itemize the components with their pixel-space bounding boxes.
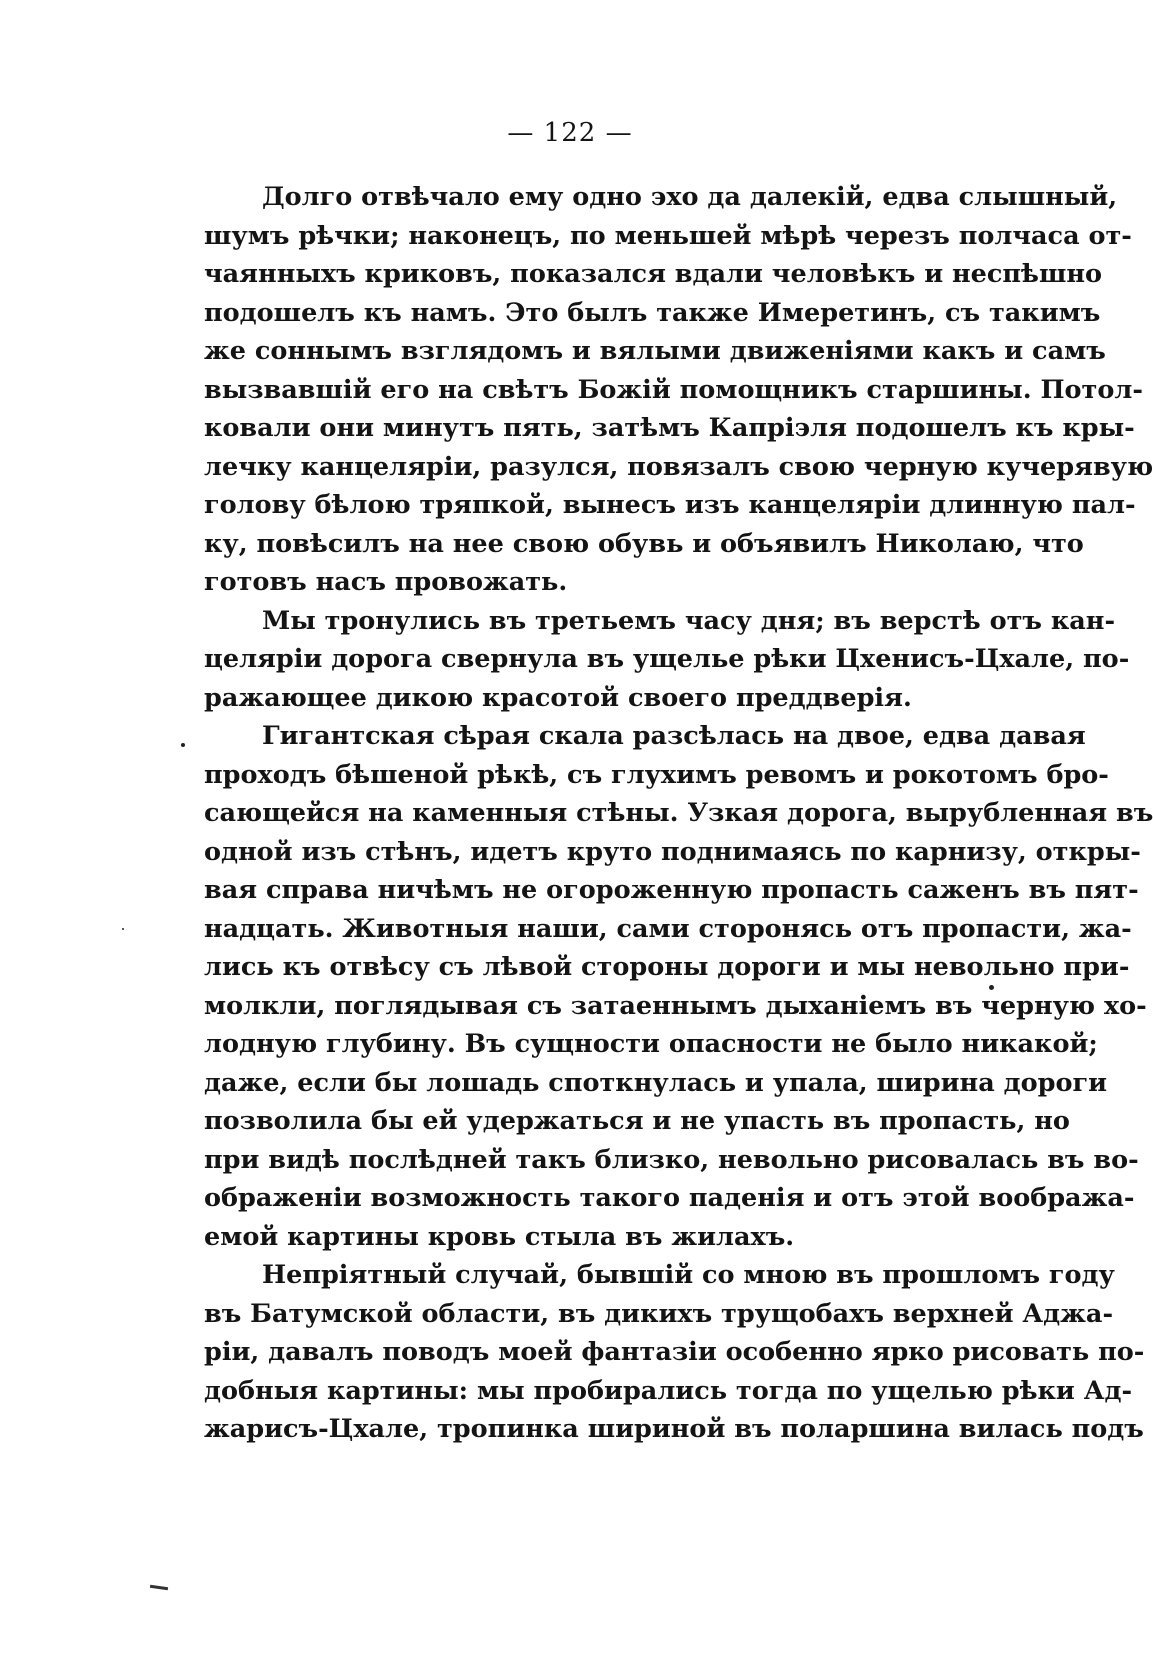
- paragraph: [204, 717, 1153, 1256]
- text-line: лодную глубину. Въ сущности опасности не было никакой;: [204, 1029, 1098, 1059]
- text-line: ображеніи возможность такого паденія и отъ этой вообража-: [204, 1183, 1135, 1213]
- text-line: емой картины кровь стыла въ жилахъ.: [204, 1221, 795, 1252]
- text-line: добныя картины: мы пробирались тогда по ущелью рѣки Ад-: [204, 1375, 1133, 1406]
- text-line: же соннымъ взглядомъ и вялыми движеніями какъ и самъ: [204, 336, 1106, 366]
- text-line: Непріятный случай, бывшій со мною въ прошломъ году: [262, 1260, 1115, 1290]
- text-line: ковали они минутъ пять, затѣмъ Капріэля подошелъ къ кры-: [204, 413, 1135, 443]
- text-line: ражающее дикою красотой своего преддверія.: [204, 682, 912, 713]
- text-line: лись къ отвѣсу съ лѣвой стороны дороги и мы невольно при-: [204, 952, 1130, 982]
- text-line: голову бѣлою тряпкой, вынесъ изъ канцеляріи длинную пал-: [204, 490, 1136, 520]
- text-line: ку, повѣсилъ на нее свою обувь и объявилъ Николаю, что: [204, 528, 1084, 559]
- text-line: ріи, давалъ поводъ моей фантазіи особенно ярко рисовать по-: [204, 1337, 1145, 1367]
- margin-mark: [150, 1585, 168, 1590]
- paragraph: [204, 178, 1153, 602]
- text-line: позволила бы ей удержаться и не упасть въ пропасть, но: [204, 1106, 1070, 1136]
- text-line: въ Батумской области, въ дикихъ трущобахъ верхней Аджа-: [204, 1298, 1114, 1329]
- text-line: надцать. Животныя наши, сами сторонясь отъ пропасти, жа-: [204, 913, 1132, 944]
- print-speck: [181, 743, 185, 747]
- text-line: вызвавшій его на свѣтъ Божій помощникъ старшины. Потол-: [204, 374, 1143, 405]
- text-line: шумъ рѣчки; наконецъ, по меньшей мѣрѣ черезъ полчаса от-: [204, 220, 1132, 251]
- page-number: — 122 —: [507, 118, 633, 148]
- text-line: проходъ бѣшеной рѣкѣ, съ глухимъ ревомъ и рокотомъ бро-: [204, 759, 1109, 790]
- text-line: лечку канцеляріи, разулся, повязалъ свою черную кучерявую: [204, 451, 1153, 482]
- print-speck: [989, 985, 994, 990]
- text-line: при видѣ послѣдней такъ близко, невольно рисовалась въ во-: [204, 1144, 1139, 1175]
- text-line: готовъ насъ провожать.: [204, 567, 568, 597]
- text-line: чаянныхъ криковъ, показался вдали человѣкъ и неспѣшно: [204, 259, 1103, 289]
- text-line: Гигантская сѣрая скала разсѣлась на двое, едва давая: [262, 721, 1086, 751]
- text-line: подошелъ къ намъ. Это былъ также Имеретинъ, съ такимъ: [204, 297, 1101, 328]
- text-line: Долго отвѣчало ему одно эхо да далекій, едва слышный,: [262, 182, 1118, 212]
- text-line: Мы тронулись въ третьемъ часу дня; въ верстѣ отъ кан-: [262, 605, 1116, 636]
- text-line: целяріи дорога свернула въ ущелье рѣки Цхенисъ-Цхале, по-: [204, 644, 1130, 674]
- text-line: сающейся на каменныя стѣны. Узкая дорога, вырубленная въ: [204, 798, 1153, 828]
- print-speck: [122, 928, 124, 930]
- body-text: [204, 178, 1153, 1449]
- text-line: вая справа ничѣмъ не огороженную пропасть саженъ въ пят-: [204, 875, 1139, 905]
- text-line: молкли, поглядывая съ затаеннымъ дыханіемъ въ черную хо-: [204, 990, 1147, 1021]
- text-line: жарисъ-Цхале, тропинка шириной въ поларшина вилась подъ: [204, 1414, 1144, 1444]
- paragraph: [204, 1256, 1145, 1449]
- text-line: одной изъ стѣнъ, идетъ круто поднимаясь по карнизу, откры-: [204, 836, 1141, 867]
- paragraph: [204, 602, 1130, 718]
- text-line: даже, если бы лошадь споткнулась и упала, ширина дороги: [204, 1067, 1107, 1098]
